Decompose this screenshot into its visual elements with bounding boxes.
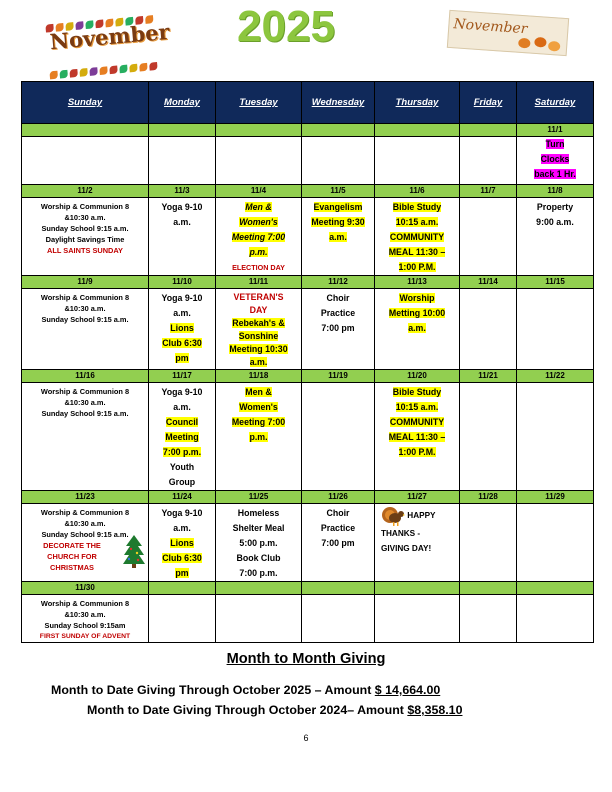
date-row [22,491,594,504]
event-line: FIRST SUNDAY OF ADVENT [39,633,131,640]
event-line: a.m. [408,323,426,333]
date-cell: 11/16 [22,370,149,383]
day-cell [460,504,517,582]
event-line: Turn [545,139,565,149]
day-cell [460,595,517,643]
event-line: Lions [170,538,194,548]
event-line: Women's [239,217,278,227]
date-cell: 11/23 [22,491,149,504]
date-cell [460,582,517,595]
date-row [22,370,594,383]
event-line: a.m. [173,217,191,227]
giving-section-title: Month to Month Giving [226,651,386,667]
event-line: &10:30 a.m. [64,213,106,222]
calendar-grid [21,81,594,643]
event-line: ALL SAINTS SUNDAY [47,246,123,255]
event-line: Men & [245,387,272,397]
giving-line-2025 [51,683,440,697]
election-day-note: ELECTION DAY [232,263,285,272]
event-line: Sunday School 9:15 a.m. [41,315,129,324]
event-line: Worship & Communion 8 [40,293,130,302]
event-line: Choir [326,508,350,518]
weekday-thursday: Thursday [375,82,460,124]
day-cell [375,383,460,491]
day-cell [302,383,375,491]
event-line: pm [175,568,189,578]
weekday-tuesday: Tuesday [216,82,302,124]
event-line: Yoga 9-10 [161,293,203,303]
date-cell: 11/14 [460,276,517,289]
day-cell-sunday [22,383,149,491]
day-cell [460,289,517,370]
giving-amount: $ 14,664.00 [374,683,441,697]
event-line: Bible Study [392,202,442,212]
date-cell: 11/27 [375,491,460,504]
pumpkin-icon [534,37,547,48]
event-line: a.m. [329,232,347,242]
day-cell [375,289,460,370]
weekday-friday: Friday [460,82,517,124]
event-line: Metting 10:00 [388,308,446,318]
pumpkin-banner-image [447,10,569,56]
turkey-icon [381,506,405,526]
event-row [22,383,594,491]
event-line: Women's [239,402,278,412]
day-cell [302,137,375,185]
event-row [22,289,594,370]
event-line: Yoga 9-10 [161,387,203,397]
date-cell: 11/30 [22,582,149,595]
event-line: 7:00 p.m. [239,568,278,578]
date-cell [216,582,302,595]
event-line: 7:00 p.m. [162,447,202,457]
event-line: a.m. [173,523,191,533]
day-cell [302,198,375,276]
day-cell [517,504,594,582]
date-cell [22,124,149,137]
date-cell: 11/11 [216,276,302,289]
date-cell: 11/1 [517,124,594,137]
date-cell: 11/21 [460,370,517,383]
event-line: COMMUNITY [389,232,445,242]
pumpkin-icon [548,41,561,52]
corner-banner-text: November [452,16,528,38]
event-line: Worship & Communion 8 [40,387,130,396]
day-cell-sunday [22,504,149,582]
date-row [22,582,594,595]
date-cell [517,582,594,595]
day-cell-sunday [22,595,149,643]
day-cell [375,198,460,276]
event-line: &10:30 a.m. [64,519,106,528]
event-line: Meeting 7:00 [231,417,286,427]
day-cell [302,504,375,582]
event-line: Yoga 9-10 [161,202,203,212]
date-cell [460,124,517,137]
date-cell: 11/28 [460,491,517,504]
event-line: 1:00 P.M. [398,262,436,272]
month-banner [45,5,176,78]
event-line: Daylight Savings Time [45,235,125,244]
day-cell [216,383,302,491]
day-cell [149,383,216,491]
veterans-day-note: DAY [249,305,268,315]
giving-label: Month to Date Giving Through October 2024– Amount [87,703,408,717]
event-line: Shelter Meal [232,523,285,533]
event-line: Meeting 9:30 [311,217,365,227]
event-line: THANKS - [381,529,421,538]
event-line: Worship [399,293,435,303]
date-cell: 11/13 [375,276,460,289]
date-cell: 11/15 [517,276,594,289]
date-cell [375,582,460,595]
event-line: CHURCH FOR [47,552,97,561]
event-row [22,137,594,185]
date-cell: 11/6 [375,185,460,198]
event-line: Meeting 10:30 [229,344,288,354]
event-row [22,595,594,643]
day-cell [375,504,460,582]
day-cell [216,198,302,276]
date-cell: 11/19 [302,370,375,383]
event-line: Lions [170,323,194,333]
event-line: p.m. [249,247,268,257]
weekday-header-row [22,82,594,124]
weekday-monday: Monday [149,82,216,124]
event-line: COMMUNITY [389,417,445,427]
event-line: 10:15 a.m. [395,402,439,412]
day-cell [149,595,216,643]
date-cell: 11/8 [517,185,594,198]
page-number: 6 [303,733,309,743]
weekday-wednesday: Wednesday [302,82,375,124]
date-cell: 11/5 [302,185,375,198]
event-line: back 1 Hr. [534,169,576,179]
day-cell [149,504,216,582]
date-cell: 11/25 [216,491,302,504]
date-cell: 11/17 [149,370,216,383]
event-line: MEAL 11:30 – [388,247,446,257]
day-cell [517,383,594,491]
date-cell: 11/29 [517,491,594,504]
date-cell [149,582,216,595]
date-cell [216,124,302,137]
event-line: Book Club [236,553,281,563]
christmas-tree-icon [123,534,145,568]
day-cell [216,137,302,185]
event-line: Practice [320,523,356,533]
date-cell: 11/22 [517,370,594,383]
event-line: Property [536,202,574,212]
date-row [22,185,594,198]
year-title: 2025 [237,2,335,51]
event-line: 10:15 a.m. [395,217,439,227]
date-cell: 11/7 [460,185,517,198]
event-line: Worship & Communion 8 [40,508,130,517]
date-cell [149,124,216,137]
event-line: Bible Study [392,387,442,397]
event-line: 9:00 a.m. [536,217,574,227]
day-cell [375,137,460,185]
event-line: 7:00 pm [321,323,355,333]
event-line: &10:30 a.m. [64,398,106,407]
day-cell [216,504,302,582]
event-line: Worship & Communion 8 [40,202,130,211]
date-cell: 11/9 [22,276,149,289]
event-line: CHRISTMAS [50,563,94,572]
event-line: a.m. [173,402,191,412]
day-cell [149,137,216,185]
date-cell: 11/2 [22,185,149,198]
event-line: Choir [326,293,350,303]
day-cell [460,137,517,185]
month-title: November [48,18,171,55]
event-line: Homeless [237,508,280,518]
date-cell: 11/10 [149,276,216,289]
date-cell: 11/18 [216,370,302,383]
event-line: Council [165,417,199,427]
day-cell [22,137,149,185]
day-cell [216,595,302,643]
event-line: DECORATE THE [43,541,101,550]
event-line: &10:30 a.m. [64,610,106,619]
event-row [22,198,594,276]
veterans-day-note: VETERAN'S [233,292,284,302]
event-line: Sunday School 9:15 a.m. [41,224,129,233]
event-line: GIVING DAY! [381,544,432,553]
event-line: Sonshine [238,331,279,341]
event-line: Sunday School 9:15 a.m. [41,409,129,418]
event-line: Club 6:30 [162,553,202,563]
event-line: Group [168,477,196,487]
date-cell [375,124,460,137]
event-line: 1:00 P.M. [398,447,436,457]
day-cell [302,289,375,370]
date-row [22,276,594,289]
date-cell: 11/24 [149,491,216,504]
event-line: 7:00 pm [321,538,355,548]
event-line: Evangelism [313,202,363,212]
date-cell [302,124,375,137]
event-line: Youth [169,462,195,472]
event-line: 5:00 p.m. [239,538,278,548]
event-line: Yoga 9-10 [161,508,203,518]
date-cell: 11/26 [302,491,375,504]
event-line: HAPPY [407,511,436,521]
event-line: a.m. [173,308,191,318]
event-line: Clocks [540,154,570,164]
day-cell [460,383,517,491]
day-cell [216,289,302,370]
day-cell-saturday [517,137,594,185]
event-line: Worship & Communion 8 [40,599,130,608]
day-cell [460,198,517,276]
day-cell [149,289,216,370]
day-cell-saturday [517,198,594,276]
event-line: pm [175,353,189,363]
giving-line-2024 [87,703,462,717]
giving-amount: $8,358.10 [407,703,463,717]
weekday-sunday: Sunday [22,82,149,124]
date-cell: 11/20 [375,370,460,383]
event-line: Rebekah's & [232,318,285,328]
date-cell: 11/12 [302,276,375,289]
giving-label: Month to Date Giving Through October 2025 – Amount [51,683,375,697]
event-line: Practice [320,308,356,318]
event-line: &10:30 a.m. [64,304,106,313]
event-row [22,504,594,582]
event-line: p.m. [249,432,268,442]
event-line: a.m. [249,357,268,367]
event-line: Meeting 7:00 [231,232,286,242]
day-cell [375,595,460,643]
day-cell-sunday [22,198,149,276]
pumpkin-icon [518,38,531,49]
date-cell [302,582,375,595]
day-cell [517,289,594,370]
day-cell [302,595,375,643]
event-line: Club 6:30 [162,338,202,348]
weekday-saturday: Saturday [517,82,594,124]
date-cell: 11/4 [216,185,302,198]
day-cell-sunday [22,289,149,370]
leaf-border-bottom [49,55,175,75]
event-line: Meeting [165,432,199,442]
date-cell: 11/3 [149,185,216,198]
day-cell [517,595,594,643]
event-line: Sunday School 9:15 a.m. [41,530,129,539]
event-line: Men & [245,202,272,212]
day-cell [149,198,216,276]
date-row [22,124,594,137]
event-line: Sunday School 9:15am [44,621,126,630]
event-line: MEAL 11:30 – [388,432,446,442]
